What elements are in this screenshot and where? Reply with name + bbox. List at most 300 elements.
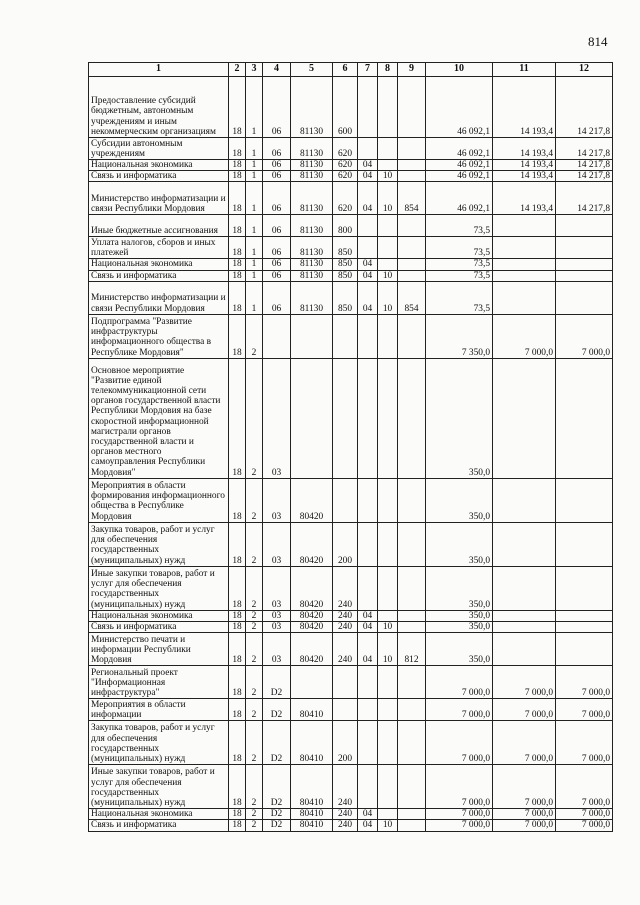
code-col-4: 03 [263,633,291,666]
code-col-6: 240 [333,622,358,633]
code-col-2: 18 [229,138,246,160]
table-row [89,237,613,259]
table-row [89,270,613,281]
code-col-7 [358,215,378,237]
amount-col-10: 7 350,0 [426,314,493,358]
code-col-2: 18 [229,699,246,721]
code-col-3: 2 [246,622,263,633]
code-col-4: 06 [263,138,291,160]
amount-col-12: 7 000,0 [556,314,613,358]
code-col-8 [378,610,398,621]
code-col-8 [378,138,398,160]
code-col-4: D2 [263,809,291,820]
code-col-3: 2 [246,522,263,566]
code-col-6: 850 [333,270,358,281]
code-col-6: 240 [333,765,358,809]
code-col-6: 850 [333,281,358,314]
code-col-9 [398,820,426,831]
amount-col-12: 14 217,8 [556,171,613,182]
row-name: Связь и информатика [89,820,229,831]
amount-col-11: 7 000,0 [493,721,556,765]
code-col-3: 1 [246,259,263,270]
table-row [89,522,613,566]
code-col-4 [263,314,291,358]
code-col-5: 81130 [291,171,333,182]
row-name: Иные закупки товаров, работ и услуг для обеспечения государственных (муниципальных) нужд [89,566,229,610]
table-row [89,281,613,314]
amount-col-10: 350,0 [426,622,493,633]
code-col-9 [398,622,426,633]
amount-col-12: 14 217,8 [556,182,613,215]
code-col-2: 18 [229,809,246,820]
code-col-8: 10 [378,281,398,314]
amount-col-10: 46 092,1 [426,182,493,215]
code-col-6: 800 [333,215,358,237]
code-col-8 [378,160,398,171]
code-col-6 [333,358,358,478]
code-col-6: 620 [333,160,358,171]
code-col-9 [398,314,426,358]
code-col-4: 03 [263,478,291,522]
code-col-6: 620 [333,171,358,182]
code-col-3: 2 [246,610,263,621]
code-col-9: 812 [398,633,426,666]
code-col-7 [358,765,378,809]
budget-table [88,62,613,832]
row-name: Субсидии автономным учреждениям [89,138,229,160]
code-col-2: 18 [229,281,246,314]
amount-col-10: 350,0 [426,566,493,610]
amount-col-12 [556,270,613,281]
code-col-5: 81130 [291,281,333,314]
code-col-7 [358,237,378,259]
code-col-8 [378,358,398,478]
code-col-5: 81130 [291,259,333,270]
code-col-3: 2 [246,633,263,666]
amount-col-10: 46 092,1 [426,171,493,182]
code-col-6: 240 [333,809,358,820]
row-name: Подпрограмма "Развитие инфраструктуры информационного общества в Республике Мордовия" [89,314,229,358]
amount-col-10: 350,0 [426,633,493,666]
code-col-4: 06 [263,215,291,237]
amount-col-11: 14 193,4 [493,77,556,138]
amount-col-10: 73,5 [426,281,493,314]
amount-col-12: 14 217,8 [556,77,613,138]
code-col-3: 1 [246,171,263,182]
amount-col-11: 14 193,4 [493,182,556,215]
code-col-6: 240 [333,633,358,666]
col-header: 4 [263,63,291,77]
code-col-4: 06 [263,270,291,281]
amount-col-10: 73,5 [426,237,493,259]
code-col-8: 10 [378,622,398,633]
amount-col-10: 73,5 [426,270,493,281]
col-header: 5 [291,63,333,77]
code-col-9 [398,765,426,809]
row-name: Иные закупки товаров, работ и услуг для обеспечения государственных (муниципальных) нужд [89,765,229,809]
code-col-7 [358,478,378,522]
amount-col-12 [556,259,613,270]
amount-col-11: 14 193,4 [493,138,556,160]
code-col-8: 10 [378,820,398,831]
code-col-4: 06 [263,259,291,270]
code-col-2: 18 [229,721,246,765]
code-col-8 [378,666,398,699]
code-col-4: 03 [263,622,291,633]
code-col-5: 81130 [291,270,333,281]
code-col-2: 18 [229,160,246,171]
code-col-6: 620 [333,182,358,215]
code-col-2: 18 [229,77,246,138]
code-col-9 [398,270,426,281]
amount-col-11 [493,566,556,610]
table-row [89,77,613,138]
amount-col-12: 7 000,0 [556,820,613,831]
table-row [89,765,613,809]
amount-col-11: 14 193,4 [493,160,556,171]
amount-col-12: 7 000,0 [556,699,613,721]
code-col-3: 2 [246,666,263,699]
code-col-5: 80420 [291,610,333,621]
amount-col-11 [493,237,556,259]
amount-col-10: 46 092,1 [426,77,493,138]
code-col-5 [291,314,333,358]
table-row [89,182,613,215]
row-name: Предоставление субсидий бюджетным, автономным учреждениям и иным некоммерческим организациям [89,77,229,138]
code-col-9: 854 [398,281,426,314]
code-col-8 [378,699,398,721]
code-col-8 [378,77,398,138]
amount-col-10: 7 000,0 [426,809,493,820]
table-row [89,721,613,765]
row-name: Национальная экономика [89,160,229,171]
amount-col-11: 7 000,0 [493,314,556,358]
code-col-2: 18 [229,215,246,237]
code-col-9 [398,171,426,182]
amount-col-10: 350,0 [426,610,493,621]
col-header: 3 [246,63,263,77]
code-col-5: 81130 [291,215,333,237]
table-row [89,478,613,522]
amount-col-12 [556,633,613,666]
code-col-6 [333,478,358,522]
row-name: Закупка товаров, работ и услуг для обеспечения государственных (муниципальных) нужд [89,522,229,566]
code-col-2: 18 [229,820,246,831]
amount-col-11: 7 000,0 [493,666,556,699]
code-col-6: 850 [333,259,358,270]
code-col-9 [398,215,426,237]
col-header: 12 [556,63,613,77]
code-col-5 [291,358,333,478]
code-col-6: 240 [333,566,358,610]
code-col-9 [398,809,426,820]
code-col-9 [398,721,426,765]
table-row [89,809,613,820]
code-col-2: 18 [229,270,246,281]
row-name: Уплата налогов, сборов и иных платежей [89,237,229,259]
code-col-9 [398,259,426,270]
amount-col-10: 46 092,1 [426,160,493,171]
code-col-4: 06 [263,171,291,182]
code-col-3: 1 [246,160,263,171]
code-col-7 [358,77,378,138]
code-col-4: 06 [263,160,291,171]
amount-col-11 [493,522,556,566]
code-col-9 [398,666,426,699]
code-col-6: 600 [333,77,358,138]
code-col-7: 04 [358,182,378,215]
code-col-6: 850 [333,237,358,259]
col-header: 8 [378,63,398,77]
table-row [89,259,613,270]
code-col-4: 03 [263,358,291,478]
amount-col-12: 7 000,0 [556,721,613,765]
code-col-4: D2 [263,721,291,765]
code-col-8 [378,237,398,259]
code-col-2: 18 [229,622,246,633]
col-header: 9 [398,63,426,77]
code-col-7 [358,666,378,699]
code-col-5: 81130 [291,160,333,171]
code-col-7 [358,358,378,478]
code-col-2: 18 [229,314,246,358]
code-col-7 [358,721,378,765]
code-col-5: 80410 [291,820,333,831]
amount-col-12 [556,215,613,237]
amount-col-11: 7 000,0 [493,820,556,831]
code-col-5: 81130 [291,182,333,215]
code-col-3: 2 [246,721,263,765]
amount-col-12: 14 217,8 [556,138,613,160]
code-col-7: 04 [358,610,378,621]
col-header: 11 [493,63,556,77]
table-row [89,666,613,699]
code-col-4: 06 [263,182,291,215]
code-col-4: D2 [263,699,291,721]
code-col-2: 18 [229,633,246,666]
amount-col-11: 7 000,0 [493,809,556,820]
code-col-3: 1 [246,138,263,160]
code-col-3: 1 [246,77,263,138]
code-col-6: 200 [333,721,358,765]
amount-col-11 [493,622,556,633]
table-row [89,633,613,666]
code-col-8 [378,478,398,522]
table-row [89,820,613,831]
table-row [89,215,613,237]
code-col-2: 18 [229,182,246,215]
code-col-7 [358,522,378,566]
table-row [89,566,613,610]
amount-col-10: 350,0 [426,522,493,566]
code-col-4: D2 [263,820,291,831]
row-name: Связь и информатика [89,171,229,182]
code-col-9 [398,610,426,621]
code-col-9 [398,77,426,138]
code-col-8 [378,721,398,765]
amount-col-11 [493,633,556,666]
code-col-8 [378,809,398,820]
code-col-2: 18 [229,237,246,259]
code-col-8: 10 [378,171,398,182]
amount-col-12 [556,358,613,478]
amount-col-10: 7 000,0 [426,666,493,699]
amount-col-12 [556,281,613,314]
code-col-8 [378,522,398,566]
amount-col-12: 7 000,0 [556,666,613,699]
amount-col-12: 7 000,0 [556,765,613,809]
amount-col-12 [556,610,613,621]
code-col-2: 18 [229,358,246,478]
code-col-7: 04 [358,820,378,831]
code-col-3: 2 [246,314,263,358]
code-col-2: 18 [229,259,246,270]
code-col-7: 04 [358,270,378,281]
amount-col-10: 7 000,0 [426,721,493,765]
amount-col-10: 7 000,0 [426,820,493,831]
code-col-3: 1 [246,237,263,259]
code-col-6: 240 [333,610,358,621]
code-col-3: 1 [246,281,263,314]
code-col-9 [398,237,426,259]
row-name: Закупка товаров, работ и услуг для обеспечения государственных (муниципальных) нужд [89,721,229,765]
code-col-9 [398,699,426,721]
amount-col-12 [556,622,613,633]
code-col-2: 18 [229,522,246,566]
code-col-4: 03 [263,610,291,621]
code-col-7 [358,566,378,610]
code-col-5: 80410 [291,699,333,721]
code-col-8: 10 [378,633,398,666]
amount-col-10: 350,0 [426,478,493,522]
code-col-4: D2 [263,765,291,809]
code-col-6: 240 [333,820,358,831]
col-header: 2 [229,63,246,77]
amount-col-12 [556,237,613,259]
row-name: Связь и информатика [89,622,229,633]
row-name: Национальная экономика [89,610,229,621]
code-col-7: 04 [358,171,378,182]
code-col-9 [398,478,426,522]
code-col-9 [398,522,426,566]
amount-col-11 [493,610,556,621]
amount-col-10: 46 092,1 [426,138,493,160]
code-col-4: 06 [263,77,291,138]
code-col-4: 03 [263,566,291,610]
code-col-3: 1 [246,215,263,237]
row-name: Иные бюджетные ассигнования [89,215,229,237]
code-col-6 [333,314,358,358]
code-col-7: 04 [358,633,378,666]
code-col-2: 18 [229,666,246,699]
code-col-2: 18 [229,610,246,621]
row-name: Основное мероприятие "Развитие единой телекоммуникационной сети органов государственной власти Республики Мордовия на базе скоростной информационной магистрали органов государственной власти и органов местного самоуправления Республики Мордовия" [89,358,229,478]
amount-col-11 [493,215,556,237]
page-number: 814 [588,34,608,49]
table-row [89,160,613,171]
amount-col-11 [493,259,556,270]
code-col-5: 81130 [291,77,333,138]
code-col-7: 04 [358,259,378,270]
table-row [89,358,613,478]
code-col-2: 18 [229,478,246,522]
code-col-8: 10 [378,270,398,281]
amount-col-10: 7 000,0 [426,699,493,721]
amount-col-11: 14 193,4 [493,171,556,182]
amount-col-10: 7 000,0 [426,765,493,809]
amount-col-12: 7 000,0 [556,809,613,820]
code-col-7: 04 [358,160,378,171]
table-row [89,138,613,160]
amount-col-11: 7 000,0 [493,699,556,721]
amount-col-11 [493,358,556,478]
code-col-5: 80410 [291,765,333,809]
code-col-9 [398,358,426,478]
code-col-6 [333,666,358,699]
row-name: Национальная экономика [89,259,229,270]
code-col-3: 2 [246,358,263,478]
code-col-2: 18 [229,765,246,809]
code-col-4: 06 [263,281,291,314]
col-header: 6 [333,63,358,77]
code-col-5: 80420 [291,566,333,610]
row-name: Региональный проект "Информационная инфраструктура" [89,666,229,699]
code-col-5: 81130 [291,237,333,259]
code-col-5: 80420 [291,478,333,522]
code-col-5: 80410 [291,721,333,765]
row-name: Мероприятия в области формирования информационного общества в Республике Мордовия [89,478,229,522]
table-row [89,314,613,358]
row-name: Министерство печати и информации Республики Мордовия [89,633,229,666]
amount-col-10: 73,5 [426,259,493,270]
code-col-7 [358,314,378,358]
code-col-4: 06 [263,237,291,259]
code-col-9 [398,160,426,171]
col-header: 1 [89,63,229,77]
row-name: Мероприятия в области информации [89,699,229,721]
code-col-8 [378,314,398,358]
code-col-8 [378,566,398,610]
code-col-4: D2 [263,666,291,699]
row-name: Министерство информатизации и связи Республики Мордовия [89,182,229,215]
code-col-3: 1 [246,270,263,281]
code-col-4: 03 [263,522,291,566]
code-col-3: 2 [246,765,263,809]
code-col-3: 2 [246,566,263,610]
code-col-6: 200 [333,522,358,566]
table-body [89,77,613,832]
code-col-3: 2 [246,809,263,820]
code-col-8 [378,215,398,237]
table-row [89,699,613,721]
code-col-5: 80420 [291,522,333,566]
code-col-7: 04 [358,281,378,314]
row-name: Связь и информатика [89,270,229,281]
code-col-7 [358,138,378,160]
code-col-5: 80410 [291,809,333,820]
amount-col-12: 14 217,8 [556,160,613,171]
code-col-7: 04 [358,622,378,633]
col-header: 10 [426,63,493,77]
row-name: Министерство информатизации и связи Республики Мордовия [89,281,229,314]
row-name: Национальная экономика [89,809,229,820]
amount-col-10: 73,5 [426,215,493,237]
code-col-2: 18 [229,566,246,610]
code-col-2: 18 [229,171,246,182]
amount-col-11 [493,281,556,314]
code-col-5: 81130 [291,138,333,160]
col-header: 7 [358,63,378,77]
